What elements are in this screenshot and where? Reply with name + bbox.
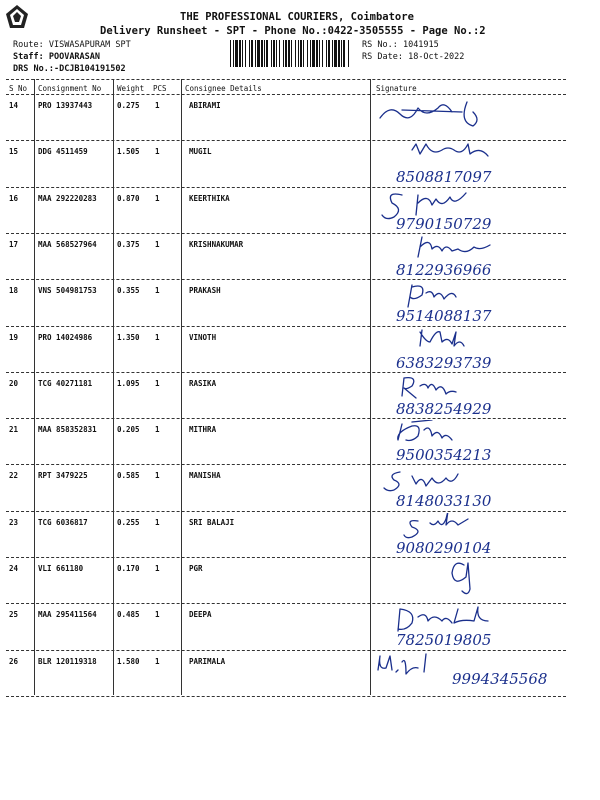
row-separator xyxy=(6,372,566,373)
signature-handwriting xyxy=(372,142,562,186)
staff-value: POOVARASAN xyxy=(48,52,101,62)
column-header-weight: Weight xyxy=(117,84,145,93)
cell-weight: 0.255 xyxy=(117,517,140,527)
cell-weight: 0.275 xyxy=(117,101,140,110)
document-subtitle: Delivery Runsheet - SPT - Phone No.:0422-3505555 - Page No.:2 xyxy=(100,25,486,37)
cell-sno: 16 xyxy=(9,193,19,203)
row-separator xyxy=(6,187,566,188)
column-header-consignee: Consignee Details xyxy=(185,84,262,93)
signature-stroke xyxy=(380,102,477,126)
signature-handwriting xyxy=(372,466,562,510)
row-separator xyxy=(6,140,566,141)
signature-handwriting xyxy=(372,189,562,233)
cell-consignee: DEEPA xyxy=(189,610,212,620)
row-separator xyxy=(6,418,566,419)
cell-pcs: 1 xyxy=(155,147,160,157)
row-separator xyxy=(6,233,566,234)
cell-pcs: 1 xyxy=(155,286,160,296)
cell-sno: 20 xyxy=(9,378,19,388)
cell-weight: 0.870 xyxy=(117,193,140,203)
cell-weight: 1.505 xyxy=(117,147,140,157)
cell-sno: 25 xyxy=(9,610,19,620)
signature-stroke xyxy=(398,420,452,441)
table-header-rule xyxy=(6,94,566,95)
cell-consignee: PRAKASH xyxy=(189,286,221,296)
cell-sno: 17 xyxy=(9,239,19,249)
cell-consignment: RPT 3479225 xyxy=(38,471,88,481)
signature-phone-number: 9500354213 xyxy=(396,446,492,465)
row-separator xyxy=(6,326,566,327)
signature-handwriting xyxy=(372,281,562,325)
signature-phone-number: 8508817097 xyxy=(396,168,492,187)
row-separator xyxy=(6,603,566,604)
cell-consignment: PRO 13937443 xyxy=(38,101,93,110)
signature-phone-number: 8838254929 xyxy=(396,399,492,418)
cell-weight: 0.585 xyxy=(117,471,140,481)
cell-pcs: 1 xyxy=(155,564,160,573)
cell-weight: 0.485 xyxy=(117,610,140,620)
cell-consignee: SRI BALAJI xyxy=(189,517,235,527)
row-separator xyxy=(6,557,566,558)
cell-consignee: PGR xyxy=(189,564,203,573)
cell-sno: 22 xyxy=(9,471,19,481)
cell-sno: 21 xyxy=(9,425,19,435)
staff-label: Staff: xyxy=(13,52,44,62)
cell-consignee: MANISHA xyxy=(189,471,221,481)
rs-date-line xyxy=(362,52,464,62)
drs-line xyxy=(13,64,126,74)
signature-stroke xyxy=(384,472,458,491)
cell-consignment: TCG 40271181 xyxy=(38,378,93,388)
cell-weight: 0.355 xyxy=(117,286,140,296)
route-label: Route: xyxy=(13,40,44,50)
signature-handwriting xyxy=(372,235,562,279)
cell-consignee: MITHRA xyxy=(189,425,217,435)
cell-weight: 1.350 xyxy=(117,332,140,342)
rs-date-label: RS Date: xyxy=(362,52,403,62)
route-value: VISWASAPURAM SPT xyxy=(48,40,131,50)
cell-consignment: MAA 292220283 xyxy=(38,193,97,203)
cell-weight: 1.580 xyxy=(117,656,140,666)
cell-weight: 0.205 xyxy=(117,425,140,435)
staff-line xyxy=(13,52,100,62)
cell-sno: 18 xyxy=(9,286,19,296)
column-header-pcs: PCS xyxy=(153,84,167,93)
signature-phone-number: 7825019805 xyxy=(396,631,492,650)
signature-stroke xyxy=(378,654,426,674)
signature-stroke xyxy=(418,237,490,257)
signature-handwriting xyxy=(372,605,562,649)
route-line xyxy=(13,40,131,50)
company-logo xyxy=(4,4,30,30)
cell-pcs: 1 xyxy=(155,471,160,481)
cell-consignee: KRISHNAKUMAR xyxy=(189,239,244,249)
signature-stroke xyxy=(452,563,470,594)
cell-consignment: PRO 14024986 xyxy=(38,332,93,342)
document-title: THE PROFESSIONAL COURIERS, Coimbatore xyxy=(180,11,414,23)
table-top-rule xyxy=(6,79,566,80)
cell-consignment: DDG 4511459 xyxy=(38,147,88,157)
cell-consignment: TCG 6036817 xyxy=(38,517,88,527)
drs-label: DRS No.: xyxy=(13,64,54,74)
signature-stroke xyxy=(412,144,488,156)
signature-phone-number: 9080290104 xyxy=(396,538,492,557)
cell-pcs: 1 xyxy=(155,656,160,666)
cell-consignment: MAA 568527964 xyxy=(38,239,97,249)
cell-consignee: MUGIL xyxy=(189,147,212,157)
signature-handwriting xyxy=(372,374,562,418)
signature-handwriting xyxy=(372,420,562,464)
cell-sno: 14 xyxy=(9,101,19,110)
signature-handwriting xyxy=(372,559,562,603)
signature-phone-number: 8122936966 xyxy=(396,260,492,279)
signature-stroke xyxy=(408,285,456,307)
signature-handwriting xyxy=(372,652,562,696)
signature-stroke xyxy=(398,607,488,631)
signature-phone-number: 6383293739 xyxy=(396,353,492,372)
cell-weight: 1.095 xyxy=(117,378,140,388)
signature-handwriting xyxy=(372,96,562,140)
cell-pcs: 1 xyxy=(155,610,160,620)
cell-consignment: MAA 295411564 xyxy=(38,610,97,620)
signature-phone-number: 9994345568 xyxy=(452,669,548,688)
cell-pcs: 1 xyxy=(155,517,160,527)
cell-consignment: VLI 661180 xyxy=(38,564,84,573)
drs-value: -DCJB104191502 xyxy=(53,64,126,74)
cell-consignment: BLR 120119318 xyxy=(38,656,97,666)
runsheet-barcode xyxy=(230,40,352,67)
cell-consignee: RASIKA xyxy=(189,378,217,388)
cell-pcs: 1 xyxy=(155,425,160,435)
row-separator xyxy=(6,511,566,512)
cell-consignment: MAA 858352831 xyxy=(38,425,97,435)
cell-pcs: 1 xyxy=(155,101,160,110)
cell-consignee: PARIMALA xyxy=(189,656,226,666)
column-header-signature: Signature xyxy=(376,84,417,93)
cell-weight: 0.170 xyxy=(117,564,140,573)
cell-sno: 23 xyxy=(9,517,19,527)
cell-sno: 26 xyxy=(9,656,19,666)
row-separator xyxy=(6,650,566,651)
row-separator xyxy=(6,696,566,697)
signature-handwriting xyxy=(372,513,562,557)
cell-weight: 0.375 xyxy=(117,239,140,249)
cell-pcs: 1 xyxy=(155,378,160,388)
column-header-sno: S No xyxy=(9,84,28,93)
cell-consignee: KEERTHIKA xyxy=(189,193,230,203)
signature-phone-number: 9790150729 xyxy=(396,214,492,233)
row-separator xyxy=(6,464,566,465)
signature-phone-number: 8148033130 xyxy=(396,492,492,511)
signature-phone-number: 9514088137 xyxy=(396,307,492,326)
column-header-consignment: Consignment No xyxy=(38,84,102,93)
rs-no-label: RS No.: xyxy=(362,40,398,50)
cell-pcs: 1 xyxy=(155,332,160,342)
cell-sno: 24 xyxy=(9,564,19,573)
signature-handwriting xyxy=(372,328,562,372)
cell-consignee: VINOTH xyxy=(189,332,217,342)
cell-sno: 19 xyxy=(9,332,19,342)
signature-stroke xyxy=(404,513,468,538)
cell-sno: 15 xyxy=(9,147,19,157)
cell-consignment: VNS 504981753 xyxy=(38,286,97,296)
cell-consignee: ABIRAMI xyxy=(189,101,221,110)
rs-date-value: 18-Oct-2022 xyxy=(408,52,465,62)
signature-stroke xyxy=(420,330,464,346)
rs-no-line xyxy=(362,40,439,50)
cell-pcs: 1 xyxy=(155,239,160,249)
rs-no-value: 1041915 xyxy=(402,40,439,50)
cell-pcs: 1 xyxy=(155,193,160,203)
row-separator xyxy=(6,279,566,280)
signature-stroke xyxy=(402,377,456,397)
